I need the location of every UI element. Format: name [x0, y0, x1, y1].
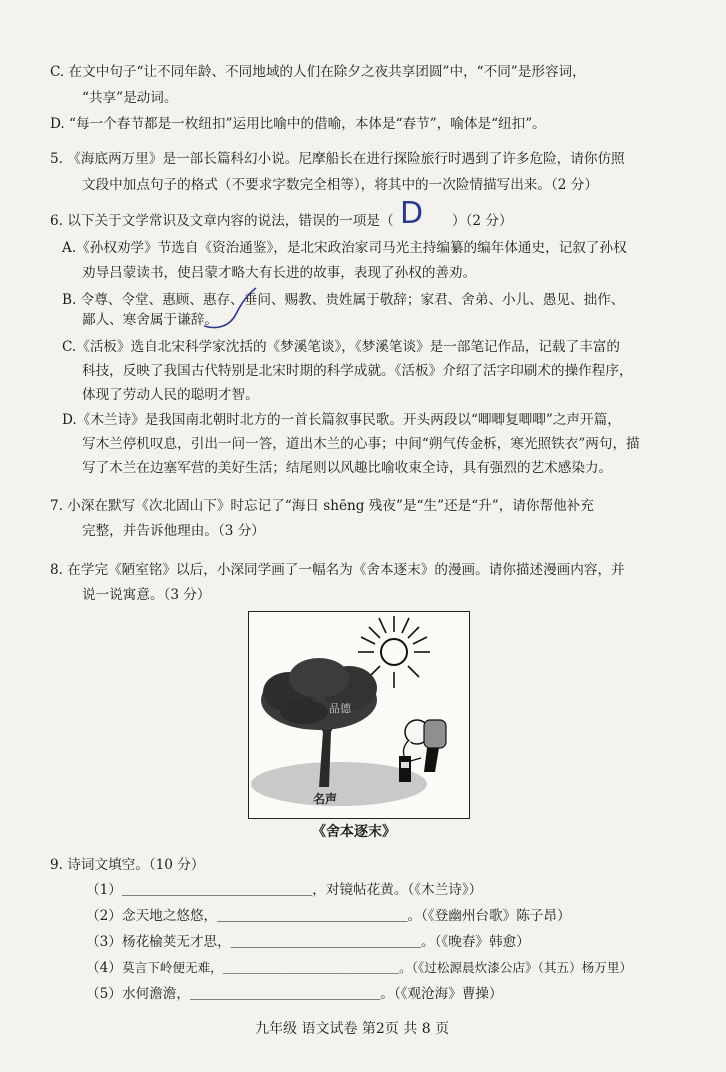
q4-option-c-line1: C. 在文中句子“让不同年龄、不同地域的人们在除夕之夜共享团圆”中，“不同”是形容词，: [50, 64, 586, 80]
figure-caption: 《舍本逐末》: [312, 824, 396, 840]
q6-option-c-line3: 体现了劳动人民的聪明才智。: [82, 387, 259, 403]
q6-stem-end: ）（2 分）: [452, 213, 513, 229]
q7-stem-line1: 7. 小深在默写《次北固山下》时忘记了“海日 shēng 残夜”是“生”还是“升”，请你帮他补充: [50, 498, 594, 514]
q9-item-text: 念天地之悠悠，＿＿＿＿＿＿＿＿＿＿＿＿＿＿。（《登幽州台歌》陈子昂）: [122, 908, 571, 924]
q9-item-text: 莫言下岭便无难，＿＿＿＿＿＿＿＿＿＿＿＿＿＿。（《过松源晨炊漆公店》（其五）杨万里）: [122, 960, 633, 975]
q9-item-text: 水何澹澹，＿＿＿＿＿＿＿＿＿＿＿＿＿＿。（《观沧海》曹操）: [122, 986, 503, 1002]
q9-item-num: （1）: [86, 882, 122, 898]
painter-figure: [399, 720, 446, 782]
q6-option-d-line1: D.《木兰诗》是我国南北朝时北方的一首长篇叙事民歌。开头两段以“唧唧复唧唧”之声开篇，: [62, 412, 621, 428]
q4-option-c-line2: “共享”是动词。: [82, 90, 178, 106]
q5-stem-line1: 5. 《海底两万里》是一部长篇科幻小说。尼摩船长在进行探险旅行时遇到了许多危险，请你仿照: [50, 151, 625, 167]
tree-crown: [261, 658, 377, 730]
q6-option-c-line2: 科技，反映了我国古代特别是北宋时期的科学成就。《活板》介绍了活字印刷术的操作程序，: [82, 363, 633, 379]
q8-stem-line1: 8. 在学完《陋室铭》以后，小深同学画了一幅名为《舍本逐末》的漫画。请你描述漫画内容，并: [50, 562, 625, 578]
q9-item-num: （3）: [86, 934, 122, 950]
q6-option-d-line2: 写木兰停机叹息，引出一问一答，道出木兰的心事；中间“朔气传金柝，寒光照铁衣”两句，描: [82, 436, 640, 452]
q6-option-a-line1: A.《孙权劝学》节选自《资治通鉴》，是北宋政治家司马光主持编纂的编年体通史，记叙了孙权: [62, 240, 627, 256]
q6-option-c-line1: C.《活板》选自北宋科学家沈括的《梦溪笔谈》，《梦溪笔谈》是一部笔记作品，记载了丰富的: [62, 339, 620, 355]
cartoon-drawing: [249, 612, 469, 818]
q6-stem: 6. 以下关于文学常识及文章内容的说法，错误的一项是（: [50, 213, 394, 229]
q7-stem-line2: 完整，并告诉他理由。（3 分）: [82, 523, 265, 539]
q9-stem: 9. 诗词文填空。（10 分）: [50, 857, 205, 873]
q9-item-text: 杨花榆荚无才思，＿＿＿＿＿＿＿＿＿＿＿＿＿＿。（《晚春》韩愈）: [122, 934, 530, 950]
q6-handwritten-answer: D: [400, 196, 424, 231]
handwritten-strike-mark: [200, 286, 260, 334]
page-footer: 九年级 语文试卷 第2页 共 8 页: [255, 1021, 450, 1037]
q6-option-a-line2: 劝导吕蒙读书，使吕蒙才略大有长进的故事，表现了孙权的善劝。: [82, 265, 477, 281]
q8-stem-line2: 说一说寓意。（3 分）: [82, 587, 211, 603]
q4-option-d: D. “每一个春节都是一枚纽扣”运用比喻中的借喻，本体是“春节”，喻体是“纽扣”。: [50, 116, 546, 132]
tree-ground-label: 名声: [313, 792, 338, 806]
q9-item-text: ＿＿＿＿＿＿＿＿＿＿＿＿＿＿，对镜帖花黄。（《木兰诗》）: [122, 882, 483, 898]
tree-crown-label: 品德: [329, 702, 351, 715]
q9-item-num: （4）: [86, 960, 122, 976]
q9-item-num: （2）: [86, 908, 122, 924]
q6-option-b-line1: B. 令尊、令堂、惠顾、惠存、垂问、赐教、贵姓属于敬辞；家君、舍弟、小儿、愚见、拙作、: [62, 292, 625, 308]
q6-option-d-line3: 写了木兰在边塞军营的美好生活；结尾则以风趣比喻收束全诗，具有强烈的艺术感染力。: [82, 460, 613, 476]
q5-stem-line2: 文段中加点句子的格式（不要求字数完全相等），将其中的一次险情描写出来。（2 分）: [82, 177, 598, 193]
q6-option-b-line2: 鄙人、寒舍属于谦辞。: [82, 312, 218, 328]
cartoon-figure: [248, 611, 470, 819]
q9-item-num: （5）: [86, 986, 122, 1002]
